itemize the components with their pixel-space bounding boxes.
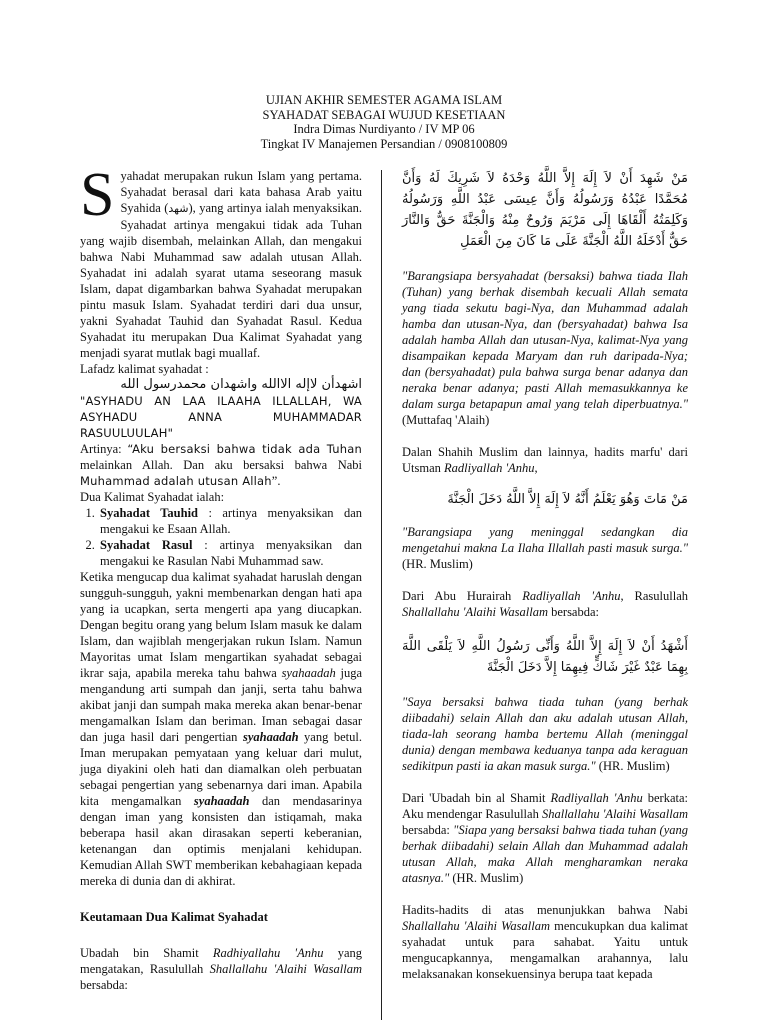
exam-title: UJIAN AKHIR SEMESTER AGAMA ISLAM xyxy=(265,93,503,107)
drop-cap: S xyxy=(80,161,115,229)
syahadat-rasul-term: Syahadat Rasul xyxy=(100,538,193,552)
document-header xyxy=(0,93,768,151)
artinya-text-2: melainkan Allah. Dan aku bersaksi bahwa Nabi xyxy=(80,458,362,472)
artinya-paragraph xyxy=(80,441,362,489)
intro4-honorific-2: Shallallahu 'Alaihi Wasallam xyxy=(541,807,688,821)
closing-text-1: Ubadah bin Shamit xyxy=(80,946,213,960)
lafadz-latin: "ASYHADU AN LAA ILAAHA ILLALLAH, WA ASYHADU ANNA MUHAMMADAR RASUULUULAH" xyxy=(80,394,362,440)
intro4-honorific-1: Radliyallah 'Anhu xyxy=(550,791,643,805)
body-text-2: juga mengandung arti sumpah dan janji, serta tahu bahwa akibat janji dan sumpah maka mereka akan benar-benar mengamalkan Islam dan beriman. Iman sebagai dasar dan juga hasil dari pengertian xyxy=(80,666,362,744)
essay-title: SYAHADAT SEBAGAI WUJUD KESETIAAN xyxy=(262,107,506,122)
artinya-text-1: “Aku bersaksi bahwa tidak ada Tuhan xyxy=(127,442,362,456)
intro2-honorific: Radliyallah 'Anhu xyxy=(444,461,535,475)
closing-text-2: yang mengatakan, Rasulullah xyxy=(80,946,362,976)
intro-paragraph xyxy=(80,161,362,361)
body-term-italic: syahaadah xyxy=(281,666,336,680)
hadith2-trans-text: "Barangsiapa yang meninggal sedangkan dia mengetahui makna La Ilaha Illallah pasti masuk surga." xyxy=(402,525,688,555)
syahadat-list xyxy=(80,505,362,569)
hadith1-translation xyxy=(402,268,688,428)
lafadz-label: Lafadz kalimat syahadat : xyxy=(80,362,209,376)
hadith3-intro xyxy=(402,588,688,620)
intro-text-1: yahadat merupakan rukun Islam yang pertama. Syahadat berasal dari kata bahasa Arab yaitu Syahida ( xyxy=(120,169,362,215)
closing-right-text-2: mencukupkan dua kalimat syahadat untuk para sahabat. Yaitu untuk mengucapkannya, mengamalkan arahannya, lalu melaksanakan konsekuensinya berupa taat kepada xyxy=(402,919,688,981)
hadith2-intro xyxy=(402,444,688,476)
body-text-1: Ketika mengucap dua kalimat syahadat haruslah dengan sungguh-sungguh, yakni membenarkan dengan hati apa yang ia ucapkan, serta mengerti apa yang diucapkan. Dengan begitu orang yang belum Islam masuk ke dalam Islam, dan wajiblah mengerjakan rukun Islam. Namun Mayoritas umat Islam mengartikan syahadat sebagai ikrar saja, apabila mereka tahu bahwa xyxy=(80,570,362,680)
list-item xyxy=(98,505,362,537)
section-heading: Keutamaan Dua Kalimat Syahadat xyxy=(80,910,268,924)
closing-right-honorific: Shallallahu 'Alaihi Wasallam xyxy=(402,919,550,933)
hadith4-paragraph xyxy=(402,790,688,886)
intro4-text-2: berkata: Aku mendengar Rasulullah xyxy=(402,791,688,821)
list-item xyxy=(98,537,362,569)
left-column xyxy=(80,161,362,993)
intro3-text-2: , Rasulullah xyxy=(620,589,688,603)
hadith2-translation xyxy=(402,524,688,572)
column-divider xyxy=(381,170,382,1020)
closing-right-text-1: Hadits-hadits di atas menunjukkan bahwa Nabi xyxy=(402,903,688,917)
hadith1-trans-text: "Barangsiapa bersyahadat (bersaksi) bahwa tiada Ilah (Tuhan) yang berhak disembah kecuali Allah semata yang tiada sekutu bagi-Nya, dan Muhammad adalah hamba dan utusan-Nya, dan (bersyahadat) bahwa Isa adalah hamba Allah dan utusan-Nya, kalimat-Nya yang disampaikan kepada Maryam dan ruh daripada-Nya; dan (bersyahadat) pula bahwa surga benar adanya dan neraka benar adanya; pasti Allah memasukkannya ke dalam surga betapapun amal yang telah diperbuatnya." xyxy=(402,269,688,411)
intro3-text-1: Dari Abu Hurairah xyxy=(402,589,523,603)
hadith2-arabic: مَنْ مَاتَ وَهُوَ يَعْلَمُ أَنَّهُ لاَ إِلَهَ إِلاَّ اللَّهُ دَخَلَ الْجَنَّةَ xyxy=(447,492,688,507)
syahadat-tauhid-term: Syahadat Tauhid xyxy=(100,506,199,520)
intro-arabic-word: شهد xyxy=(168,202,189,215)
lafadz-arabic: اشهدأن لاإله الاالله واشهدان محمدرسول الله xyxy=(120,377,362,392)
intro2-text-1: Dalan Shahih Muslim dan lainnya, hadits marfu' dari Utsman xyxy=(402,445,688,475)
artinya-label: Artinya: xyxy=(80,442,128,456)
artinya-text-4: ”. xyxy=(271,474,281,488)
intro4-text-1: Dari 'Ubadah bin al Shamit xyxy=(402,791,551,805)
intro3-honorific-1: Radliyallah 'Anhu xyxy=(522,589,621,603)
intro3-honorific-2: Shallallahu 'Alaihi Wasallam xyxy=(402,605,548,619)
hadith3-trans-text: "Saya bersaksi bahwa tiada tuhan (yang berhak diibadahi) selain Allah dan aku adalah utusan Allah, tiada-lah seorang hamba bertemu Allah (meninggal dunia) dengan membawa keduanya tanpa ada keraguan sedikitpun pasti ia akan masuk surga." xyxy=(402,695,688,773)
intro-text-2: ), yang artinya ialah menyaksikan. Syahadat artinya mengakui tidak ada Tuhan yang wajib disembah, melainkan Allah, dan mengakui bahwa Nabi Muhammad saw adalah utusan Allah. Syahadat ini adalah syarat utama seseorang masuk Islam, dapat digambarkan bahwa Syahadat merupakan pintu masuk Islam. Syahadat terdiri dari dua unsur, yakni Syahadat Tauhid dan Syahadat Rasul. Kedua Syahadat itu merupakan Dua Kalimat Syahadat yang menjadi syarat mutlak bagi muallaf. xyxy=(80,201,362,360)
program-line: Tingkat IV Manajemen Persandian / 0908100809 xyxy=(260,136,508,151)
closing-honorific-2: Shallallahu 'Alaihi Wasallam xyxy=(209,962,362,976)
closing-honorific-1: Radhiyallahu 'Anhu xyxy=(212,946,324,960)
hadith1-arabic: مَنْ شَهِدَ أَنْ لاَ إِلَهَ إِلاَّ اللَّهُ وَحْدَهُ لاَ شَرِيكَ لَهُ وَأَنَّ مُحَمَّدًا عَبْدُهُ وَرَسُولُهُ وَأَنَّ عِيسَى عَبْدُ اللَّهِ وَرَسُولُهُ وَكَلِمَتُهُ أَلْقَاهَا إِلَى مَرْيَمَ وَرُوحٌ مِنْهُ وَالْجَنَّةَ حَقٌّ وَالنَّارَ حَقٌّ أَدْخَلَهُ اللَّهُ الْجَنَّةَ عَلَى مَا كَانَ مِنَ الْعَمَلِ xyxy=(402,171,688,249)
artinya-text-3: Muhammad adalah utusan Allah xyxy=(80,474,272,488)
intro2-text-2: , xyxy=(534,461,538,475)
closing-paragraph xyxy=(80,945,362,993)
hadith3-arabic: أَشْهَدُ أَنْ لاَ إِلَهَ إِلاَّ اللَّهُ وَأَنِّى رَسُولُ اللَّهِ لاَ يَلْقَى اللَّهَ بِهِمَا عَبْدٌ غَيْرَ شَاكٍّ فِيهِمَا إِلاَّ دَخَلَ الْجَنَّةَ xyxy=(402,639,688,675)
body-paragraph xyxy=(80,569,362,889)
closing-paragraph-right xyxy=(402,902,688,982)
dua-kalimat-label: Dua Kalimat Syahadat ialah: xyxy=(80,490,225,504)
syahadat-rasul-desc: : artinya menyaksikan dan mengakui ke Rasulan Nabi Muhammad saw. xyxy=(100,538,362,568)
hadith2-source: (HR. Muslim) xyxy=(402,557,473,571)
hadith3-translation xyxy=(402,694,688,774)
body-term-bold-2: syahaadah xyxy=(193,794,250,808)
body-text-4: dan mendasarinya dengan iman yang konsisten dan istiqamah, maka beberapa hasil akan dirasakan seperti keberanian, ketenangan dan optimis menjalani kehidupan. Kemudian Allah SWT memberikan kebahagiaan kepada mereka di dunia dan di akhirat. xyxy=(80,794,362,888)
intro4-quote: "Siapa yang bersaksi bahwa tiada tuhan (yang berhak diibadahi) selain Allah dan Muhammad adalah utusan Allah, maka Allah mengharamkan neraka atasnya." xyxy=(402,823,688,885)
syahadat-tauhid-desc: : artinya menyaksikan dan mengakui ke Esaan Allah. xyxy=(100,506,362,536)
intro3-text-3: bersabda: xyxy=(547,605,600,619)
body-text-3: yang betul. Iman merupakan pemyataan yang keluar dari mulut, juga diyakini oleh hati dan diamalkan oleh perbuatan sebagai pengertian yang sebenarnya dari iman. Apabila kita mengamalkan xyxy=(80,730,362,808)
right-column xyxy=(402,168,688,982)
author-line: Indra Dimas Nurdiyanto / IV MP 06 xyxy=(293,122,475,136)
intro4-text-3: bersabda: xyxy=(402,823,454,837)
hadith1-source: (Muttafaq 'Alaih) xyxy=(402,413,490,427)
closing-text-3: bersabda: xyxy=(80,978,128,992)
intro4-source: (HR. Muslim) xyxy=(449,871,524,885)
hadith3-source: (HR. Muslim) xyxy=(595,759,670,773)
body-term-bold-1: syahaadah xyxy=(242,730,299,744)
